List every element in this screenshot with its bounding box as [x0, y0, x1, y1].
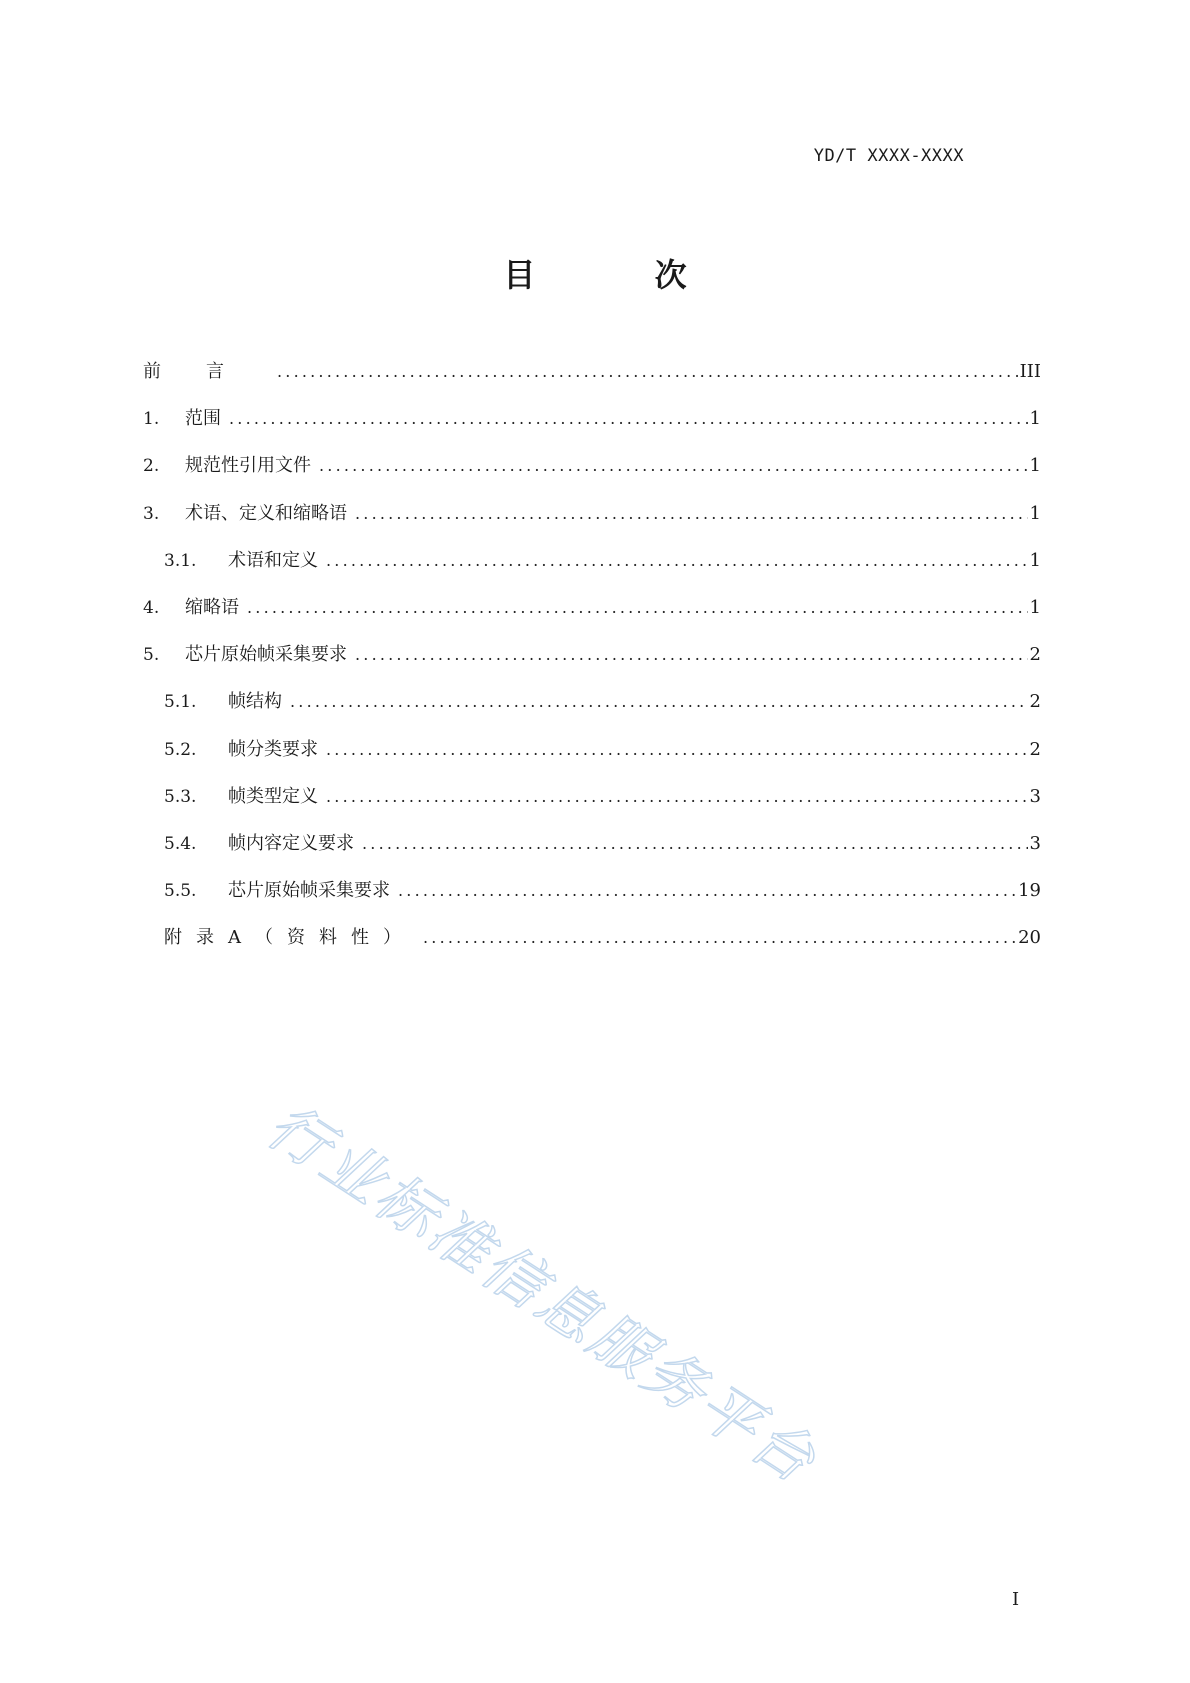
toc-entry-3-1[interactable]: [143, 546, 1041, 593]
toc-entry-label: 缩略语: [185, 596, 239, 618]
toc-entry-number: 5.5.: [164, 881, 197, 902]
toc-entry-label: 规范性引用文件: [185, 455, 311, 477]
toc-entry-page: 1: [1029, 502, 1041, 524]
toc-entry-label: 术语和定义: [228, 549, 318, 571]
toc-entry-page: 2: [1029, 644, 1041, 666]
toc-entry-page: 3: [1029, 785, 1041, 807]
toc-entry-page: 1: [1029, 455, 1041, 477]
toc-entry-5-5[interactable]: [143, 876, 1041, 923]
page-number: I: [1012, 1589, 1020, 1610]
table-of-contents: [143, 357, 1041, 970]
toc-entry-label: 帧分类要求: [228, 738, 318, 760]
toc-entry-5-1[interactable]: [143, 687, 1041, 734]
toc-entry-page: 2: [1029, 691, 1041, 713]
document-code: YD/T XXXX-XXXX: [813, 146, 964, 166]
toc-entry-page: 1: [1029, 549, 1041, 571]
toc-leader-dots: [398, 881, 1016, 900]
toc-entry-page: 19: [1018, 880, 1041, 902]
toc-entry-label: 帧结构: [228, 691, 282, 713]
toc-entry-5-2[interactable]: [143, 735, 1041, 782]
toc-leader-dots: [326, 787, 1028, 806]
watermark: 行业标准信息服务平台: [254, 1090, 830, 1499]
toc-entry-label: 帧内容定义要求: [228, 832, 354, 854]
toc-entry-2[interactable]: [143, 451, 1041, 498]
toc-leader-dots: [423, 928, 1016, 947]
toc-leader-dots: [326, 551, 1028, 570]
toc-entry-label: 芯片原始帧采集要求: [185, 644, 347, 666]
toc-leader-dots: [326, 740, 1028, 759]
toc-entry-page: 2: [1029, 738, 1041, 760]
toc-entry-label: 术语、定义和缩略语: [185, 502, 347, 524]
toc-entry-number: 3.1.: [164, 550, 197, 571]
toc-entry-number: 5.1.: [164, 692, 197, 713]
toc-leader-dots: [229, 409, 1028, 428]
toc-entry-number: 5.4.: [164, 833, 197, 854]
toc-leader-dots: [362, 834, 1028, 853]
toc-entry-5-4[interactable]: [143, 829, 1041, 876]
toc-leader-dots: [319, 456, 1028, 475]
toc-entry-label: 范围: [185, 408, 221, 430]
toc-entry-1[interactable]: [143, 404, 1041, 451]
toc-entry-page: III: [1019, 361, 1041, 382]
toc-entry-number: 5.3.: [164, 786, 197, 807]
toc-entry-4[interactable]: [143, 593, 1041, 640]
toc-leader-dots: [247, 598, 1028, 617]
toc-entry-number: 5.: [143, 645, 160, 666]
toc-entry-label: 芯片原始帧采集要求: [228, 880, 390, 902]
toc-leader-dots: [277, 362, 1018, 381]
toc-entry-page: 1: [1029, 408, 1041, 430]
toc-entry-page: 3: [1029, 832, 1041, 854]
toc-leader-dots: [355, 504, 1028, 523]
toc-leader-dots: [290, 692, 1028, 711]
page-title: 目 次: [503, 256, 741, 294]
toc-entry-5-3[interactable]: [143, 782, 1041, 829]
toc-entry-number: 4.: [143, 597, 160, 618]
toc-entry-foreword[interactable]: [143, 357, 1041, 404]
toc-entry-page: 1: [1029, 596, 1041, 618]
toc-entry-label: 帧类型定义: [228, 785, 318, 807]
toc-entry-5[interactable]: [143, 640, 1041, 687]
toc-entry-number: 5.2.: [164, 739, 197, 760]
toc-leader-dots: [355, 645, 1028, 664]
toc-entry-number: 2.: [143, 456, 160, 477]
toc-entry-number: 3.: [143, 503, 160, 524]
toc-entry-label: 附录A（资料性）: [164, 927, 415, 949]
toc-entry-number: 1.: [143, 409, 160, 430]
toc-entry-appendix-a[interactable]: [143, 923, 1041, 970]
toc-entry-3[interactable]: [143, 499, 1041, 546]
toc-entry-label: 前言: [143, 361, 269, 382]
toc-entry-page: 20: [1018, 927, 1041, 949]
